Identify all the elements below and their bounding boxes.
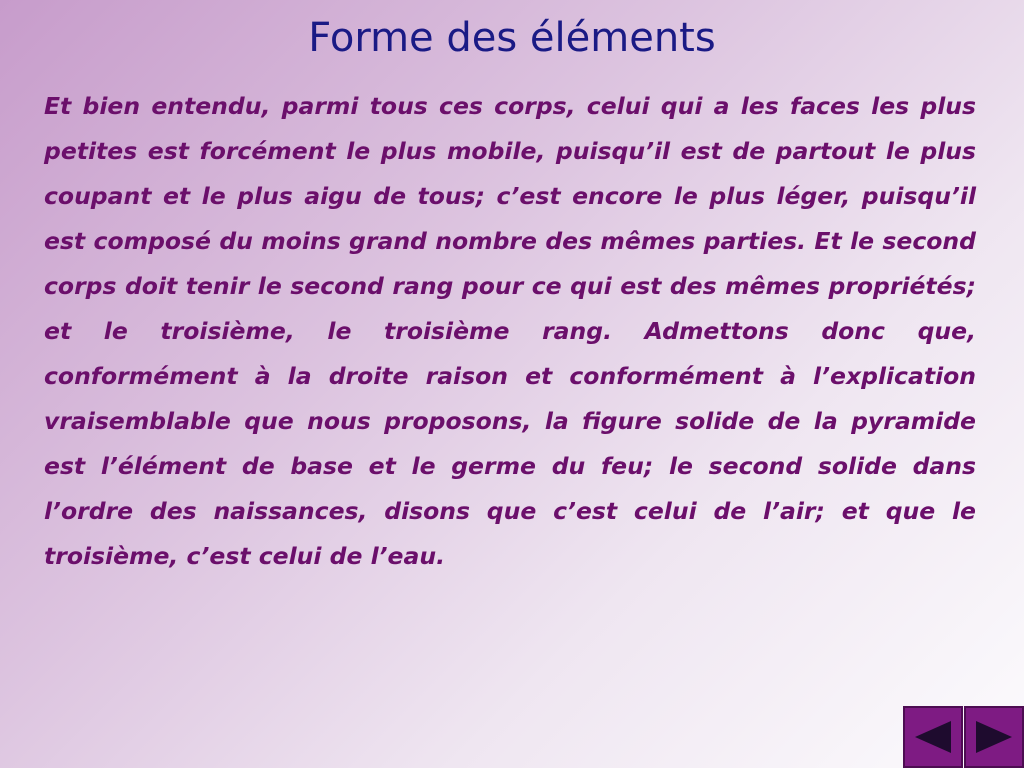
previous-slide-button[interactable] — [903, 706, 963, 768]
slide-title: Forme des éléments — [308, 15, 716, 61]
triangle-left-icon — [913, 719, 953, 755]
slide-navigation — [903, 706, 1024, 768]
triangle-right-icon — [974, 719, 1014, 755]
next-slide-button[interactable] — [964, 706, 1024, 768]
slide-body-text: Et bien entendu, parmi tous ces corps, celui qui a les faces les plus petites est forcément le plus mobile, puisqu’il est de partout le plus coupant et le plus aigu de tous; c’est encore le plus léger, puisqu’il est composé du moins grand nombre des mêmes parties. Et le second corps doit tenir le second rang pour ce qui est des mêmes propriétés; et le troisième, le troisième rang. Admettons donc que, conformément à la droite raison et conformément à l’explication vraisemblable que nous proposons, la figure solide de la pyramide est l’élément de base et le germe du feu; le second solide dans l’ordre des naissances, disons que c’est celui de l’air; et que le troisième, c’est celui de l’eau. — [44, 92, 976, 570]
